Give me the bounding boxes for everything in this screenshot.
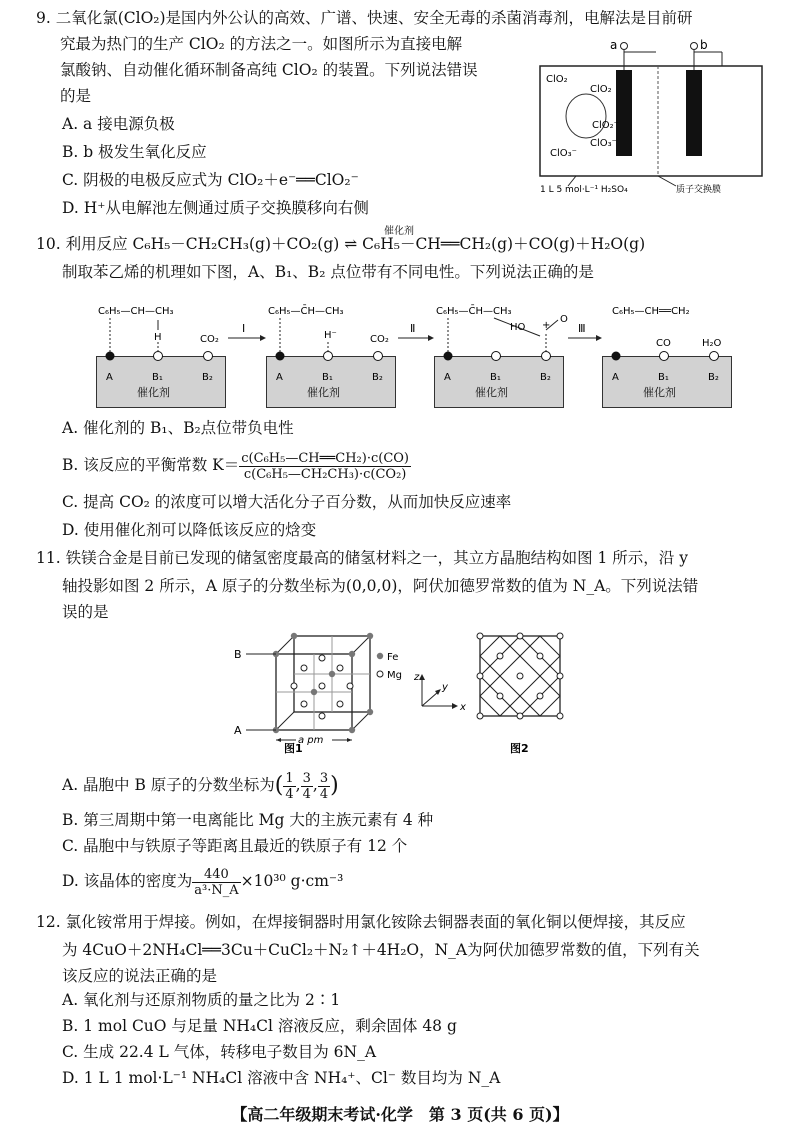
atom-b-label: B <box>234 648 242 661</box>
step-2-label: Ⅱ <box>410 322 416 335</box>
q9-option-c: C. 阴极的电极反应式为 ClO₂＋e⁻══ClO₂⁻ <box>62 171 359 189</box>
fraction-denominator: c(C₆H₅—CH₂CH₃)·c(CO₂) <box>243 466 407 482</box>
q11-line-3: 误的是 <box>62 603 109 621</box>
q11-option-a: A. 晶胞中 B 原子的分数坐标为( $\frac{1}{4}$ , $\frac{3}{4}$ , $\frac{3}{4}$ ) <box>62 770 339 802</box>
equilibrium-constant-fraction <box>239 451 411 482</box>
site-b2-label: B₂ <box>708 372 719 383</box>
p2-chain-label: C₆H₅—C̄H—CH₃ <box>268 306 344 317</box>
axis-z-label: z <box>414 672 420 683</box>
coord-y-fraction <box>301 771 313 802</box>
q9-line-1: 9. 二氧化氯(ClO₂)是国内外公认的高效、广谱、快速、安全无毒的杀菌消毒剂，电解法是目前研 <box>36 9 693 27</box>
fraction-numerator: 1 <box>285 770 294 786</box>
p3-chain-label: C₆H₅—C̄H—CH₃ <box>436 306 512 317</box>
projection-fig2 <box>477 633 563 719</box>
atom-a-label: A <box>234 724 242 737</box>
q9-line-2: 究最为热门的生产 ClO₂ 的方法之一。如图所示为直接电解 <box>60 35 463 53</box>
anode-electrode <box>686 70 702 156</box>
p4-chain-label: C₆H₅—CH══CH₂ <box>612 306 690 317</box>
step-2-arrow <box>398 322 434 341</box>
catalyst-label: 催化剂 <box>137 386 170 399</box>
p2-co2-label: CO₂ <box>370 334 389 345</box>
axis-y-label: y <box>442 682 448 693</box>
site-a-label: A <box>276 372 283 383</box>
q11-crystal-figure <box>232 628 572 754</box>
q9-line-4: 的是 <box>60 87 92 105</box>
p3-o-label: O <box>560 314 568 325</box>
q12-line-3: 该反应的说法正确的是 <box>62 967 218 985</box>
axes-icon <box>413 672 466 713</box>
p3-plus-label: + <box>542 320 551 331</box>
q11-option-d-suffix: ×10³⁰ g·cm⁻³ <box>240 872 344 890</box>
clo2-left-label: ClO₂ <box>546 74 568 85</box>
p2-h-label: H⁻ <box>324 330 337 341</box>
site-b2-label: B₂ <box>372 372 383 383</box>
panel-4 <box>612 306 722 383</box>
electrode-a-label: a <box>610 38 618 52</box>
site-b1-label: B₁ <box>658 372 669 383</box>
site-a-label: A <box>612 372 619 383</box>
axis-x-label: x <box>460 702 466 713</box>
figure-2-caption: 图2 <box>510 742 529 754</box>
p4-h2o-label: H₂O <box>702 338 722 349</box>
q12-option-a: A. 氧化剂与还原剂物质的量之比为 2∶1 <box>62 991 341 1009</box>
site-b1-label: B₁ <box>490 372 501 383</box>
catalyst-label: 催化剂 <box>475 386 508 399</box>
p4-co-label: CO <box>656 338 671 349</box>
step-1-arrow <box>228 322 266 341</box>
q10-option-b-prefix: B. 该反应的平衡常数 K＝ <box>62 456 240 474</box>
panel-1 <box>98 306 219 383</box>
q9-electrolysis-figure <box>536 34 772 194</box>
q12-option-b: B. 1 mol CuO 与足量 NH₄Cl 溶液反应，剩余固体 48 g <box>62 1017 457 1035</box>
panel-3 <box>436 304 568 383</box>
q9-option-b: B. b 极发生氧化反应 <box>62 143 207 161</box>
clo2-top-label: ClO₂ <box>590 84 612 95</box>
fraction-numerator: c(C₆H₅—CH══CH₂)·c(CO) <box>241 450 409 466</box>
p1-co2-label: CO₂ <box>200 334 219 345</box>
lattice-parameter-label: a pm <box>298 735 324 746</box>
step-1-label: Ⅰ <box>242 322 246 335</box>
q12-option-c: C. 生成 22.4 L 气体，转移电子数目为 6N_A <box>62 1043 377 1061</box>
fraction-numerator: 3 <box>319 770 329 786</box>
q9-option-d: D. H⁺从电解池左侧通过质子交换膜移向右侧 <box>62 199 369 217</box>
q11-option-c: C. 晶胞中与铁原子等距离且最近的铁原子有 12 个 <box>62 837 408 855</box>
p3-ho-label: HO <box>510 322 526 333</box>
fraction-numerator: 3 <box>302 770 311 786</box>
q10-line-1: 10. 利用反应 C₆H₅－CH₂CH₃(g)＋CO₂(g) ⇌ C₆H₅－CH══CH₂(g)＋CO(g)＋H₂O(g) <box>36 235 646 253</box>
q9-line-3: 氯酸钠、自动催化循环制备高纯 ClO₂ 的装置。下列说法错误 <box>60 61 478 79</box>
clo2-minus-label: ClO₂⁻ <box>592 120 619 131</box>
q11-option-a-prefix: A. 晶胞中 B 原子的分数坐标为 <box>62 776 275 794</box>
density-fraction <box>192 867 240 898</box>
site-b2-label: B₂ <box>202 372 213 383</box>
q10-option-c: C. 提高 CO₂ 的浓度可以增大活化分子百分数，从而加快反应速率 <box>62 493 512 511</box>
q11-option-d <box>62 862 343 900</box>
acid-label: 1 L 5 mol·L⁻¹ H₂SO₄ <box>540 185 628 194</box>
fraction-numerator: 440 <box>192 867 240 883</box>
catalyst-label: 催化剂 <box>643 386 676 399</box>
q10-option-d: D. 使用催化剂可以降低该反应的焓变 <box>62 521 317 539</box>
fraction-denominator: 4 <box>285 786 294 802</box>
page-footer: 【高二年级期末考试·化学 第 3 页(共 6 页)】 <box>231 1105 569 1124</box>
q10-option-b <box>62 448 411 482</box>
membrane-label: 质子交换膜 <box>676 185 722 194</box>
site-a-label: A <box>444 372 451 383</box>
q11-option-b: B. 第三周期中第一电离能比 Mg 大的主族元素有 4 种 <box>62 811 434 829</box>
site-a-label: A <box>106 372 113 383</box>
coord-z-fraction <box>318 771 330 802</box>
q10-mechanism-figure <box>94 290 734 412</box>
step-3-arrow <box>568 322 602 341</box>
fraction-denominator: 4 <box>302 786 311 802</box>
q9-option-a: A. a 接电源负极 <box>62 115 175 133</box>
electrode-b-label: b <box>700 38 708 52</box>
site-b1-label: B₁ <box>322 372 333 383</box>
legend-fe-label: Fe <box>387 652 399 663</box>
unit-cell-fig1 <box>234 633 373 746</box>
legend-mg-label: Mg <box>387 670 402 681</box>
q10-option-a: A. 催化剂的 B₁、B₂点位带负电性 <box>62 419 294 437</box>
q12-line-2: 为 4CuO＋2NH₄Cl══3Cu＋CuCl₂＋N₂↑＋4H₂O，N_A为阿伏加德罗常数的值，下列有关 <box>62 941 700 959</box>
site-b2-label: B₂ <box>540 372 551 383</box>
panel-2 <box>268 304 389 383</box>
clo3-bottom-label: ClO₃⁻ <box>590 138 617 149</box>
coord-x-fraction <box>283 771 295 802</box>
p1-chain-label: C₆H₅—CH—CH₃ <box>98 306 174 317</box>
q11-option-d-prefix: D. 该晶体的密度为 <box>62 872 193 890</box>
site-b1-label: B₁ <box>152 372 163 383</box>
q12-option-d: D. 1 L 1 mol·L⁻¹ NH₄Cl 溶液中含 NH₄⁺、Cl⁻ 数目均为 N_A <box>62 1069 501 1087</box>
step-3-label: Ⅲ <box>578 322 586 335</box>
legend <box>377 652 402 681</box>
fraction-denominator: 4 <box>319 786 329 802</box>
fraction-denominator: a³·N_A <box>194 882 239 898</box>
p1-h-label: H <box>154 332 162 343</box>
q11-line-1: 11. 铁镁合金是目前已发现的储氢密度最高的储氢材料之一，其立方晶胞结构如图 1 所示，沿 y <box>36 549 688 567</box>
q12-line-1: 12. 氯化铵常用于焊接。例如，在焊接铜器时用氯化铵除去铜器表面的氧化铜以便焊接，其反应 <box>36 913 686 931</box>
cathode-electrode <box>616 70 632 156</box>
figure-1-caption: 图1 <box>284 742 303 754</box>
q11-line-2: 轴投影如图 2 所示，A 原子的分数坐标为(0,0,0)，阿伏加德罗常数的值为 N_A。下列说法错 <box>62 577 699 595</box>
q10-catalyst-over-arrow: 催化剂 <box>384 226 414 237</box>
q10-line-2: 制取苯乙烯的机理如下图，A、B₁、B₂ 点位带有不同电性。下列说法正确的是 <box>62 263 594 281</box>
clo3-label: ClO₃⁻ <box>550 148 577 159</box>
catalyst-label: 催化剂 <box>307 386 340 399</box>
